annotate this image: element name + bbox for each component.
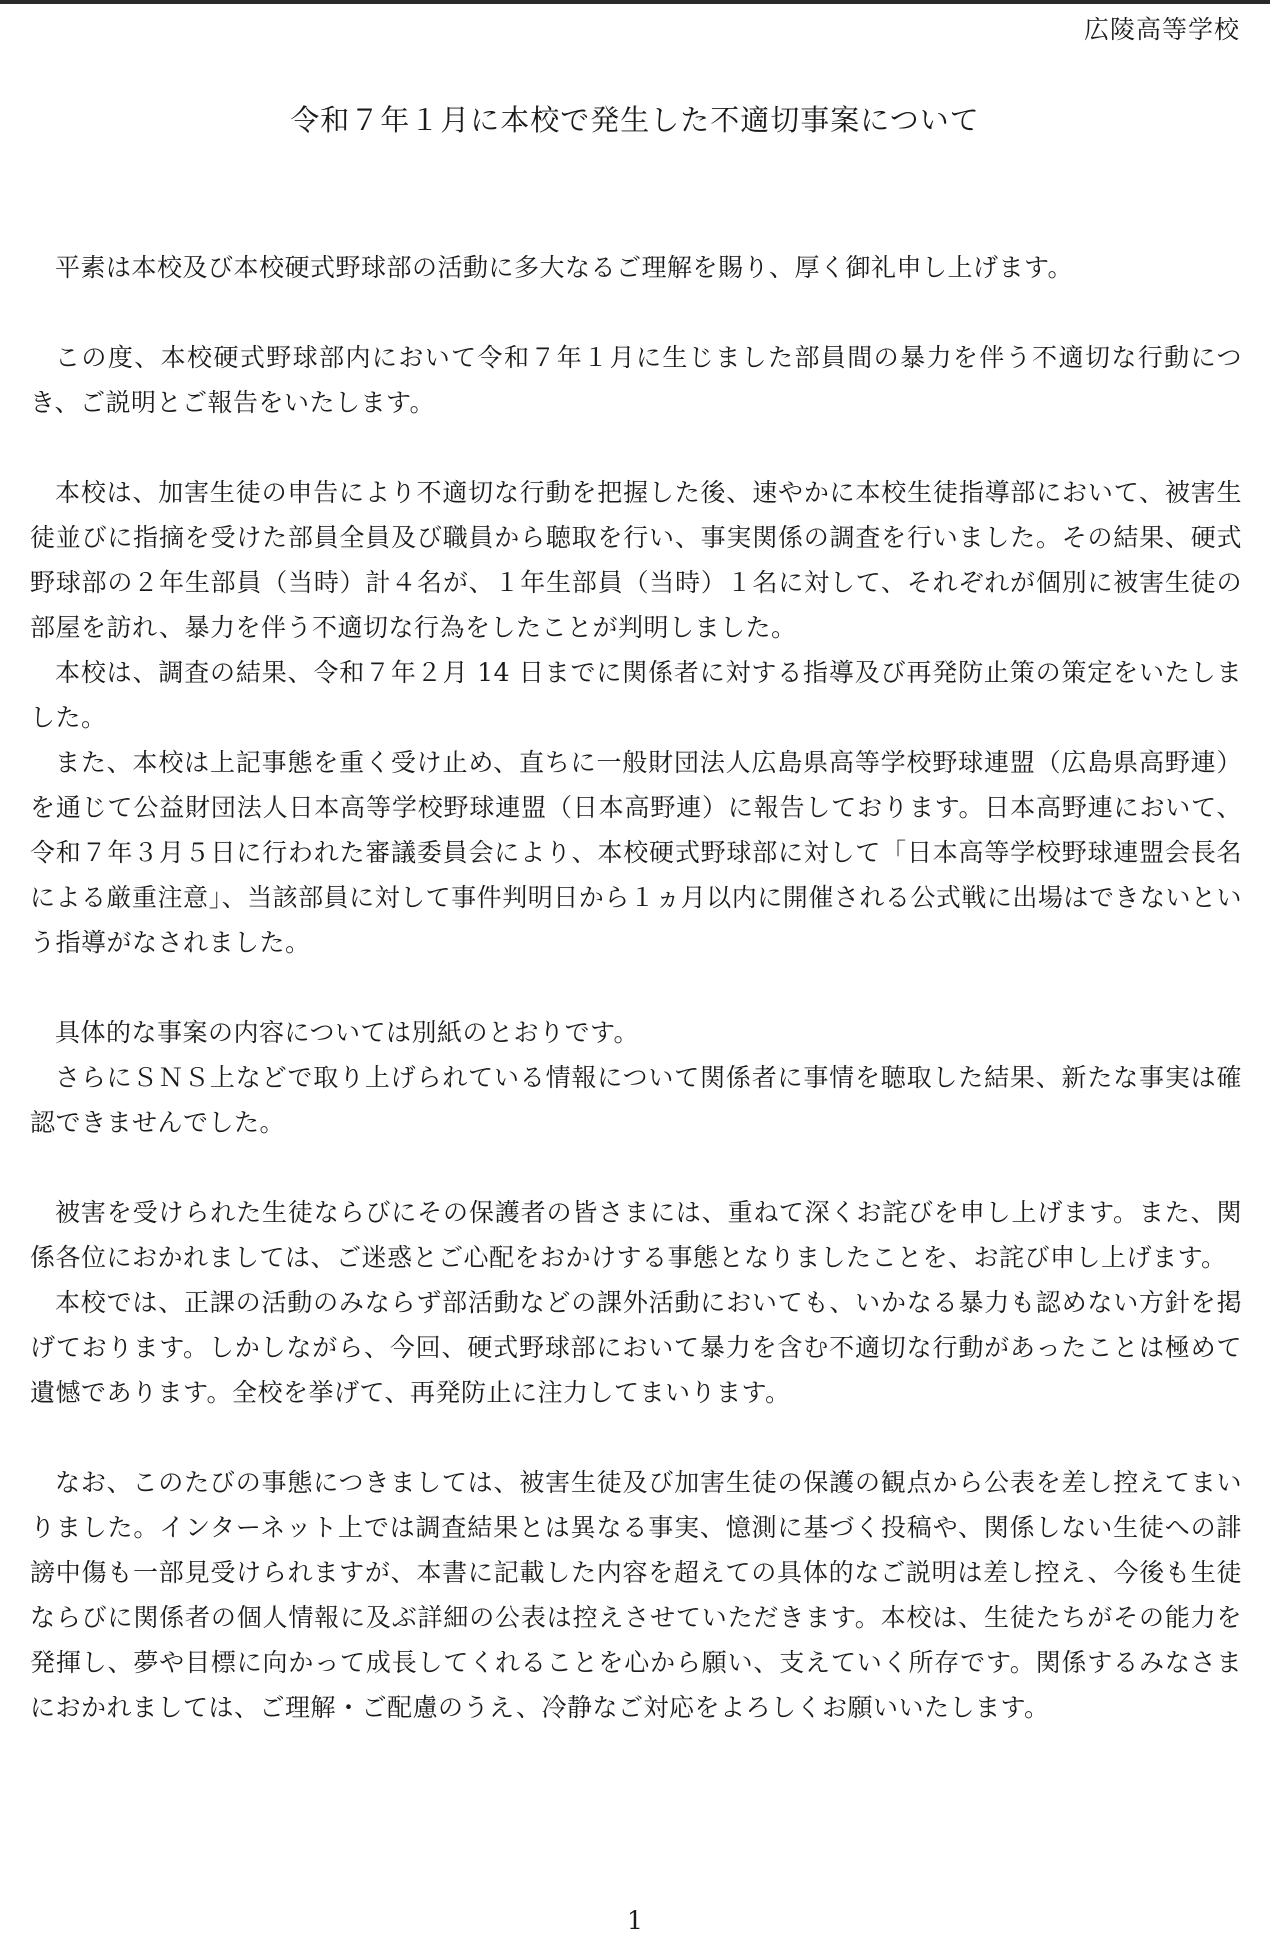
school-name: 広陵高等学校	[1083, 15, 1240, 44]
paragraph-federation-report: また、本校は上記事態を重く受け止め、直ちに一般財団法人広島県高等学校野球連盟（広島県高野連）を通じて公益財団法人日本高等学校野球連盟（日本高野連）に報告しております。日本高野連において、令和７年３月５日に行われた審議委員会により、本校硬式野球部に対して「日本高等学校野球連盟会長名による厳重注意」、当該部員に対して事件判明日から１ヵ月以内に開催される公式戦に出場はできないという指導がなされました。	[30, 748, 1242, 957]
document-title: 令和７年１月に本校で発生した不適切事案について	[290, 103, 980, 137]
document-body	[30, 245, 1242, 1730]
top-border-line	[0, 0, 1270, 4]
paragraph-guidance: 本校は、調査の結果、令和７年２月 14 日までに関係者に対する指導及び再発防止策の策定をいたしました。	[30, 658, 1242, 732]
paragraph-introduction: この度、本校硬式野球部内において令和７年１月に生じました部員間の暴力を伴う不適切な行動につき、ご説明とご報告をいたします。	[30, 343, 1242, 417]
paragraph-spacer	[30, 1145, 1242, 1190]
paragraph-spacer	[30, 965, 1242, 1010]
paragraph-investigation: 本校は、加害生徒の申告により不適切な行動を把握した後、速やかに本校生徒指導部において、被害生徒並びに指摘を受けた部員全員及び職員から聴取を行い、事実関係の調査を行いました。その結果、硬式野球部の２年生部員（当時）計４名が、１年生部員（当時）１名に対して、それぞれが個別に被害生徒の部屋を訪れ、暴力を伴う不適切な行為をしたことが判明しました。	[30, 478, 1242, 642]
paragraph-spacer	[30, 1415, 1242, 1460]
paragraph-greeting: 平素は本校及び本校硬式野球部の活動に多大なるご理解を賜り、厚く御礼申し上げます。	[55, 253, 1074, 282]
paragraph-spacer	[30, 425, 1242, 470]
paragraph-closing: なお、このたびの事態につきましては、被害生徒及び加害生徒の保護の観点から公表を差し控えてまいりました。インターネット上では調査結果とは異なる事実、憶測に基づく投稿や、関係しない生徒への誹謗中傷も一部見受けられますが、本書に記載した内容を超えての具体的なご説明は差し控え、今後も生徒ならびに関係者の個人情報に及ぶ詳細の公表は控えさせていただきます。本校は、生徒たちがその能力を発揮し、夢や目標に向かって成長してくれることを心から願い、支えていく所存です。関係するみなさまにおかれましては、ご理解・ご配慮のうえ、冷静なご対応をよろしくお願いいたします。	[30, 1468, 1242, 1722]
paragraph-sns-note: さらにＳＮＳ上などで取り上げられている情報について関係者に事情を聴取した結果、新たな事実は確認できませんでした。	[30, 1063, 1242, 1137]
paragraph-attachment-note: 具体的な事案の内容については別紙のとおりです。	[55, 1018, 640, 1047]
paragraph-policy: 本校では、正課の活動のみならず部活動などの課外活動においても、いかなる暴力も認めない方針を掲げております。しかしながら、今回、硬式野球部において暴力を含む不適切な行動があったことは極めて遺憾であります。全校を挙げて、再発防止に注力してまいります。	[30, 1288, 1242, 1407]
paragraph-apology: 被害を受けられた生徒ならびにその保護者の皆さまには、重ねて深くお詫びを申し上げます。また、関係各位におかれましては、ご迷惑とご心配をおかけする事態となりましたことを、お詫び申し上げます。	[30, 1198, 1242, 1272]
paragraph-spacer	[30, 290, 1242, 335]
page-number: 1	[627, 1906, 643, 1935]
